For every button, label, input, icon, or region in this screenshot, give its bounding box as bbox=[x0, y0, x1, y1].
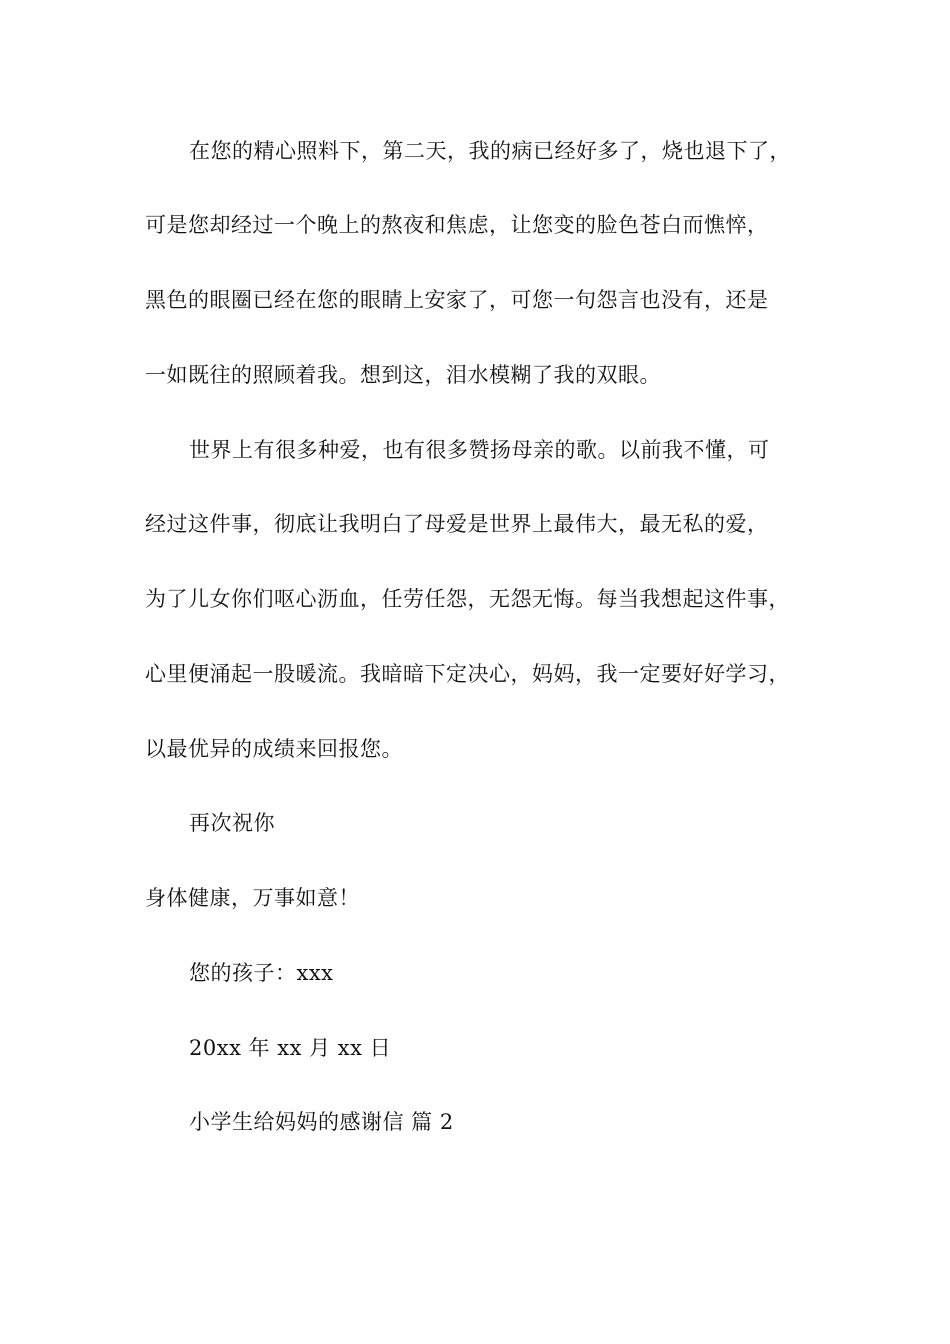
paragraph-1-line-4: 一如既往的照顾着我。想到这，泪水模糊了我的双眼。 bbox=[145, 363, 661, 387]
paragraph-1-line-1: 在您的精心照料下，第二天，我的病已经好多了，烧也退下了， bbox=[189, 139, 791, 163]
paragraph-2-line-2: 经过这件事，彻底让我明白了母爱是世界上最伟大，最无私的爱， bbox=[145, 512, 769, 536]
wishes-text: 身体健康，万事如意！ bbox=[145, 886, 360, 910]
paragraph-1-line-2: 可是您却经过一个晚上的熬夜和焦虑，让您变的脸色苍白而憔悴， bbox=[145, 213, 769, 237]
paragraph-2-line-3: 为了儿女你们呕心沥血，任劳任怨，无怨无悔。每当我想起这件事， bbox=[145, 587, 790, 611]
paragraph-2-line-1: 世界上有很多种爱，也有很多赞扬母亲的歌。以前我不懂，可 bbox=[189, 438, 770, 462]
paragraph-2-line-4: 心里便涌起一股暖流。我暗暗下定决心，妈妈，我一定要好好学习， bbox=[145, 662, 790, 686]
date-text: 20xx 年 xx 月 xx 日 bbox=[189, 1036, 392, 1060]
next-section-title: 小学生给妈妈的感谢信 篇 2 bbox=[189, 1110, 454, 1134]
signature-text: 您的孩子：xxx bbox=[189, 961, 334, 985]
paragraph-2-line-5: 以最优异的成绩来回报您。 bbox=[145, 737, 403, 761]
closing-text: 再次祝你 bbox=[189, 811, 275, 835]
paragraph-1-line-3: 黑色的眼圈已经在您的眼睛上安家了，可您一句怨言也没有，还是 bbox=[145, 288, 769, 312]
